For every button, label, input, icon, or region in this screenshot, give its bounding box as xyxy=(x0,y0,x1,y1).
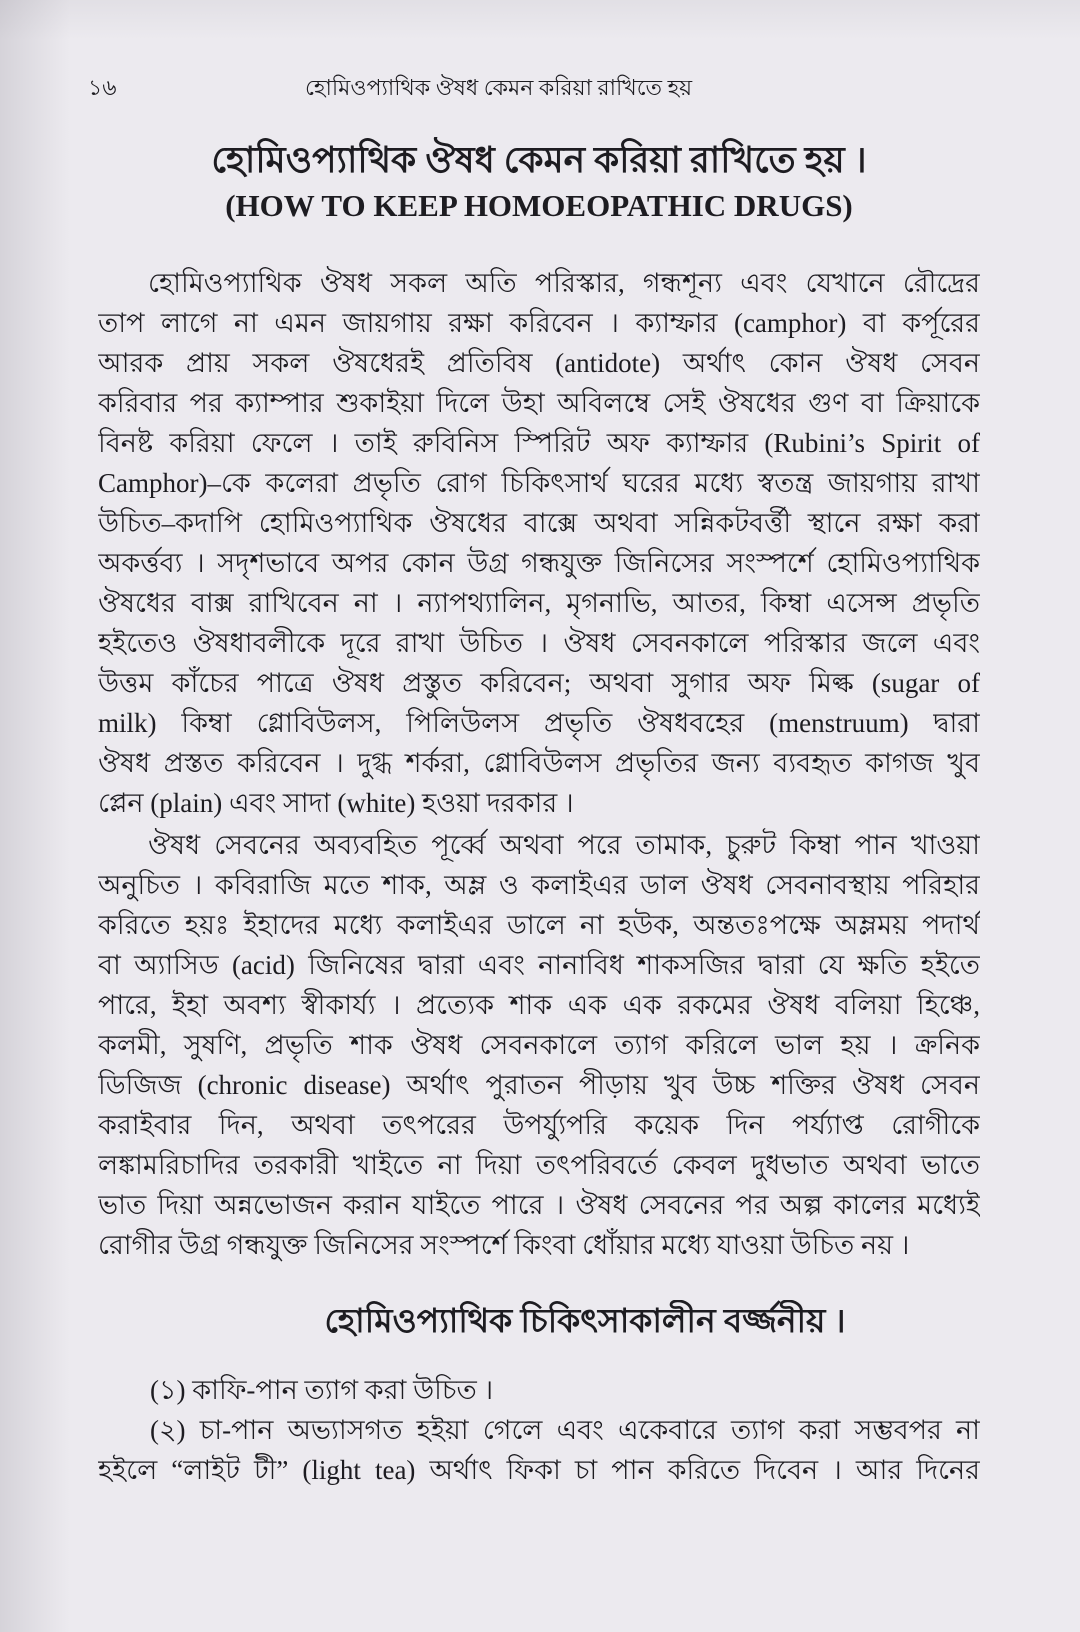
section-heading: হোমিওপ্যাথিক চিকিৎসাকালীন বর্জ্জনীয় । xyxy=(324,1304,846,1340)
text-line: রোগীর উগ্র গন্ধযুক্ত জিনিসের সংস্পর্শে কিংবা ধোঁয়ার মধ্যে যাওয়া উচিত নয় । xyxy=(98,1230,910,1260)
list-item-line: (১) কাফি-পান ত্যাগ করা উচিত । xyxy=(150,1375,494,1405)
list-item-line: হইলে “লাইট টী” (light tea) অর্থাৎ ফিকা চা পান করিতে দিবেন । আর দিনের xyxy=(98,1455,980,1485)
text-line: বিনষ্ট করিয়া ফেলে । তাই রুবিনিস স্পিরিট অফ ক্যাম্ফার (Rubini’s Spirit of xyxy=(98,428,980,458)
text-line: বা অ্যাসিড (acid) জিনিষের দ্বারা এবং নানাবিধ শাকসজির দ্বারা যে ক্ষতি হইতে xyxy=(98,950,980,980)
list-item xyxy=(98,1410,980,1490)
running-header xyxy=(88,72,980,104)
text-line: হোমিওপ্যাথিক ঔষধ সকল অতি পরিস্কার, গন্ধশূন্য এবং যেখানে রৌদ্রের xyxy=(148,268,980,298)
text-line: উচিত–কদাপি হোমিওপ্যাথিক ঔষধের বাক্সে অথবা সন্নিকটবর্ত্তী স্থানে রক্ষা করা xyxy=(98,508,980,538)
avoid-list xyxy=(98,1370,980,1490)
text-line: কলমী, সুষণি, প্রভৃতি শাক ঔষধ সেবনকালে ত্যাগ করিলে ভাল হয় । ক্রনিক xyxy=(98,1030,980,1060)
text-line: তাপ লাগে না এমন জায়গায় রক্ষা করিবেন । ক্যাম্ফার (camphor) বা কর্পূরের xyxy=(98,308,980,338)
list-item xyxy=(98,1370,980,1410)
paragraph-2 xyxy=(98,825,980,1265)
chapter-title: হোমিওপ্যাথিক ঔষধ কেমন করিয়া রাখিতে হয় । xyxy=(211,140,867,180)
text-line: করিবার পর ক্যাম্পার শুকাইয়া দিলে উহা অবিলম্বে সেই ঔষধের গুণ বা ক্রিয়াকে xyxy=(98,388,980,418)
text-line: ভাত দিয়া অন্নভোজন করান যাইতে পারে । ঔষধ সেবনের পর অল্প কালের মধ্যেই xyxy=(98,1190,980,1220)
page-number: ১৬ xyxy=(88,75,117,100)
text-line: উত্তম কাঁচের পাত্রে ঔষধ প্রস্তুত করিবেন; অথবা সুগার অফ মিল্ক (sugar of xyxy=(98,668,980,698)
text-line: ঔষধের বাক্স রাখিবেন না । ন্যাপথ্যালিন, মৃগনাভি, আতর, কিম্বা এসেন্স প্রভৃতি xyxy=(98,588,980,618)
text-line: ডিজিজ (chronic disease) অর্থাৎ পুরাতন পীড়ায় খুব উচ্চ শক্তির ঔষধ সেবন xyxy=(98,1070,980,1100)
text-line: পারে, ইহা অবশ্য স্বীকার্য্য । প্রত্যেক শাক এক এক রকমের ঔষধ বলিয়া হিঞ্চে, xyxy=(98,990,980,1020)
text-line: Camphor)–কে কলেরা প্রভৃতি রোগ চিকিৎসার্থ ঘরের মধ্যে স্বতন্ত্র জায়গায় রাখা xyxy=(98,468,980,498)
text-line: হইতেও ঔষধাবলীকে দূরে রাখা উচিত । ঔষধ সেবনকালে পরিস্কার জলে এবং xyxy=(98,628,980,658)
text-line: ঔষধ প্রস্তত করিবেন । দুগ্ধ শর্করা, গ্লোবিউলস প্রভৃতির জন্য ব্যবহৃত কাগজ খুব xyxy=(98,748,980,778)
running-title: হোমিওপ্যাথিক ঔষধ কেমন করিয়া রাখিতে হয় xyxy=(305,75,693,100)
text-line: করাইবার দিন, অথবা তৎপরের উপর্য্যুপরি কয়েক দিন পর্য্যাপ্ত রোগীকে xyxy=(98,1110,980,1140)
text-line: অনুচিত । কবিরাজি মতে শাক, অম্ল ও কলাইএর ডাল ঔষধ সেবনাবস্থায় পরিহার xyxy=(98,870,980,900)
text-line: লঙ্কামরিচাদির তরকারী খাইতে না দিয়া তৎপরিবর্তে কেবল দুধভাত অথবা ভাতে xyxy=(98,1150,980,1180)
paragraph-1 xyxy=(98,263,980,823)
text-line: milk) কিম্বা গ্লোবিউলস, পিলিউলস প্রভৃতি ঔষধবহের (menstruum) দ্বারা xyxy=(98,708,980,738)
text-line: অকর্ত্তব্য । সদৃশভাবে অপর কোন উগ্র গন্ধযুক্ত জিনিসের সংস্পর্শে হোমিওপ্যাথিক xyxy=(98,548,980,578)
text-line: করিতে হয়ঃ ইহাদের মধ্যে কলাইএর ডালে না হউক, অন্ততঃপক্ষে অম্লময় পদার্থ xyxy=(98,910,980,940)
text-line: আরক প্রায় সকল ঔষধেরই প্রতিবিষ (antidote) অর্থাৎ কোন ঔষধ সেবন xyxy=(98,348,980,378)
text-line: ঔষধ সেবনের অব্যবহিত পূর্ব্বে অথবা পরে তামাক, চুরুট কিম্বা পান খাওয়া xyxy=(148,830,980,860)
chapter-subtitle: (HOW TO KEEP HOMOEOPATHIC DRUGS) xyxy=(225,188,853,223)
list-item-line: (২) চা-পান অভ্যাসগত হইয়া গেলে এবং একেবারে ত্যাগ করা সম্ভবপর না xyxy=(150,1415,980,1445)
text-line: প্লেন (plain) এবং সাদা (white) হওয়া দরকার । xyxy=(98,788,574,818)
